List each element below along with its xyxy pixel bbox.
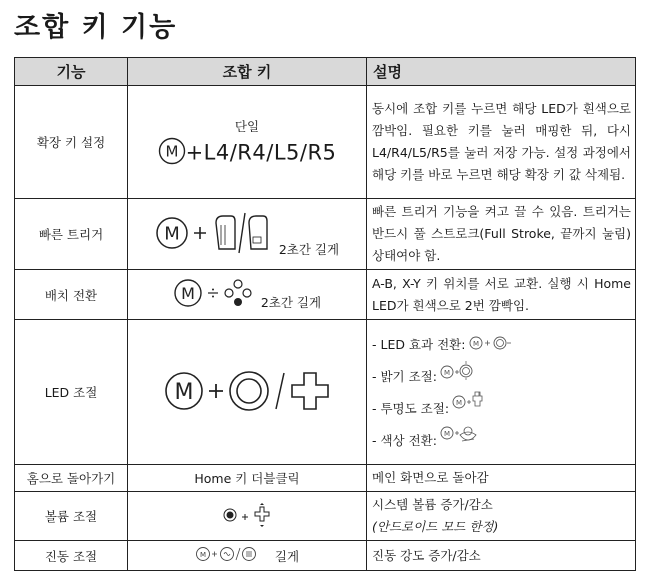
plus-icon — [241, 509, 249, 524]
header-function: 기능 — [15, 58, 128, 86]
combo-cell: Home 키 더블클릭 — [128, 465, 367, 492]
led-effect-combo-icon — [468, 335, 512, 354]
svg-text:M: M — [456, 398, 463, 407]
table-row-vibration — [15, 541, 636, 571]
svg-text:M: M — [443, 429, 451, 438]
description-cell: 메인 화면으로 돌아감 — [367, 465, 636, 492]
m-button-icon — [155, 216, 189, 253]
svg-text:M: M — [165, 142, 179, 160]
combo-key-table — [14, 57, 636, 571]
led-effect-label: - LED 효과 전환: — [372, 337, 466, 352]
list-item — [372, 360, 631, 392]
function-cell: 빠른 트리거 — [15, 199, 128, 270]
combo-cell — [128, 541, 367, 571]
function-cell: 배치 전환 — [15, 270, 128, 320]
hold-label: 2초간 길게 — [260, 295, 322, 310]
table-row-volume — [15, 492, 636, 541]
table-row-trigger — [15, 199, 636, 270]
combo-cell — [128, 199, 367, 270]
description-cell: 진동 강도 증가/감소 — [367, 541, 636, 571]
description-cell — [367, 320, 636, 465]
list-item — [372, 392, 631, 424]
brightness-label: - 밝기 조절: — [372, 369, 437, 384]
m-button-icon — [164, 371, 204, 414]
description-cell — [367, 492, 636, 541]
m-button-icon — [173, 278, 203, 311]
svg-text:M: M — [174, 379, 194, 405]
brightness-icon — [440, 360, 474, 383]
volume-description: 시스템 볼륨 증가/감소 — [372, 497, 493, 512]
page-title: 조합 키 기능 — [14, 12, 178, 43]
m-button-icon — [158, 137, 186, 168]
volume-note: (안드로이드 모드 한정) — [372, 519, 499, 534]
svg-text:M: M — [199, 551, 206, 559]
combo-cell — [128, 492, 367, 541]
combo-cell — [128, 270, 367, 320]
description-cell: 동시에 조합 키를 누르면 해당 LED가 흰색으로 깜박임. 필요한 키를 눌러 매핑한 뒤, 다시 L4/R4/L5/R5를 눌러 저장 가능. 설정 과정에서 해당 키를 바로 누르면 해당 확장 키 값 삭제됨. — [367, 86, 636, 199]
description-cell: A-B, X-Y 키 위치를 서로 교환. 실행 시 Home LED가 흰색으로 2번 깜빡임. — [367, 270, 636, 320]
color-icon — [440, 423, 480, 448]
opacity-icon — [452, 391, 486, 416]
ring-button-icon — [228, 370, 270, 415]
plus-icon — [193, 226, 207, 243]
table-row-layout — [15, 270, 636, 320]
single-label: 단일 — [234, 118, 260, 134]
table-row-extend — [15, 86, 636, 199]
function-cell: 진동 조절 — [15, 541, 128, 571]
hold-label: 2초간 길게 — [278, 241, 340, 257]
table-row-led — [15, 320, 636, 465]
header-description: 설명 — [367, 58, 636, 86]
vibration-combo-icon — [195, 546, 267, 565]
list-item — [372, 424, 631, 456]
slash-icon — [274, 371, 286, 414]
hold-label: 길게 — [274, 548, 300, 564]
table-header-row — [15, 58, 636, 86]
header-combo: 조합 키 — [128, 58, 367, 86]
color-label: - 색상 전환: — [372, 433, 437, 448]
dpad-icon — [290, 371, 330, 414]
trigger-icon — [211, 211, 271, 258]
combo-keys-text: +L4/R4/L5/R5 — [185, 140, 337, 164]
svg-text:M: M — [164, 223, 180, 244]
volume-button-icon — [223, 508, 237, 525]
description-cell: 빠른 트리거 기능을 켜고 끌 수 있음. 트리거는 반드시 풀 스트로크(Full Stroke, 끝까지 눌림) 상태여야 함. — [367, 199, 636, 270]
combo-cell — [128, 86, 367, 199]
divide-icon — [207, 287, 219, 302]
svg-text:M: M — [443, 368, 451, 377]
function-cell: LED 조절 — [15, 320, 128, 465]
opacity-label: - 투명도 조절: — [372, 401, 450, 416]
function-cell: 홈으로 돌아가기 — [15, 465, 128, 492]
svg-text:M: M — [473, 339, 480, 348]
dpad-updown-icon — [253, 503, 271, 530]
table-row-home — [15, 465, 636, 492]
list-item — [372, 328, 631, 360]
function-cell: 볼륨 조절 — [15, 492, 128, 541]
combo-cell — [128, 320, 367, 465]
svg-text:M: M — [181, 284, 195, 303]
plus-icon — [208, 383, 224, 402]
abxy-icon — [223, 278, 253, 311]
function-cell: 확장 키 설정 — [15, 86, 128, 199]
